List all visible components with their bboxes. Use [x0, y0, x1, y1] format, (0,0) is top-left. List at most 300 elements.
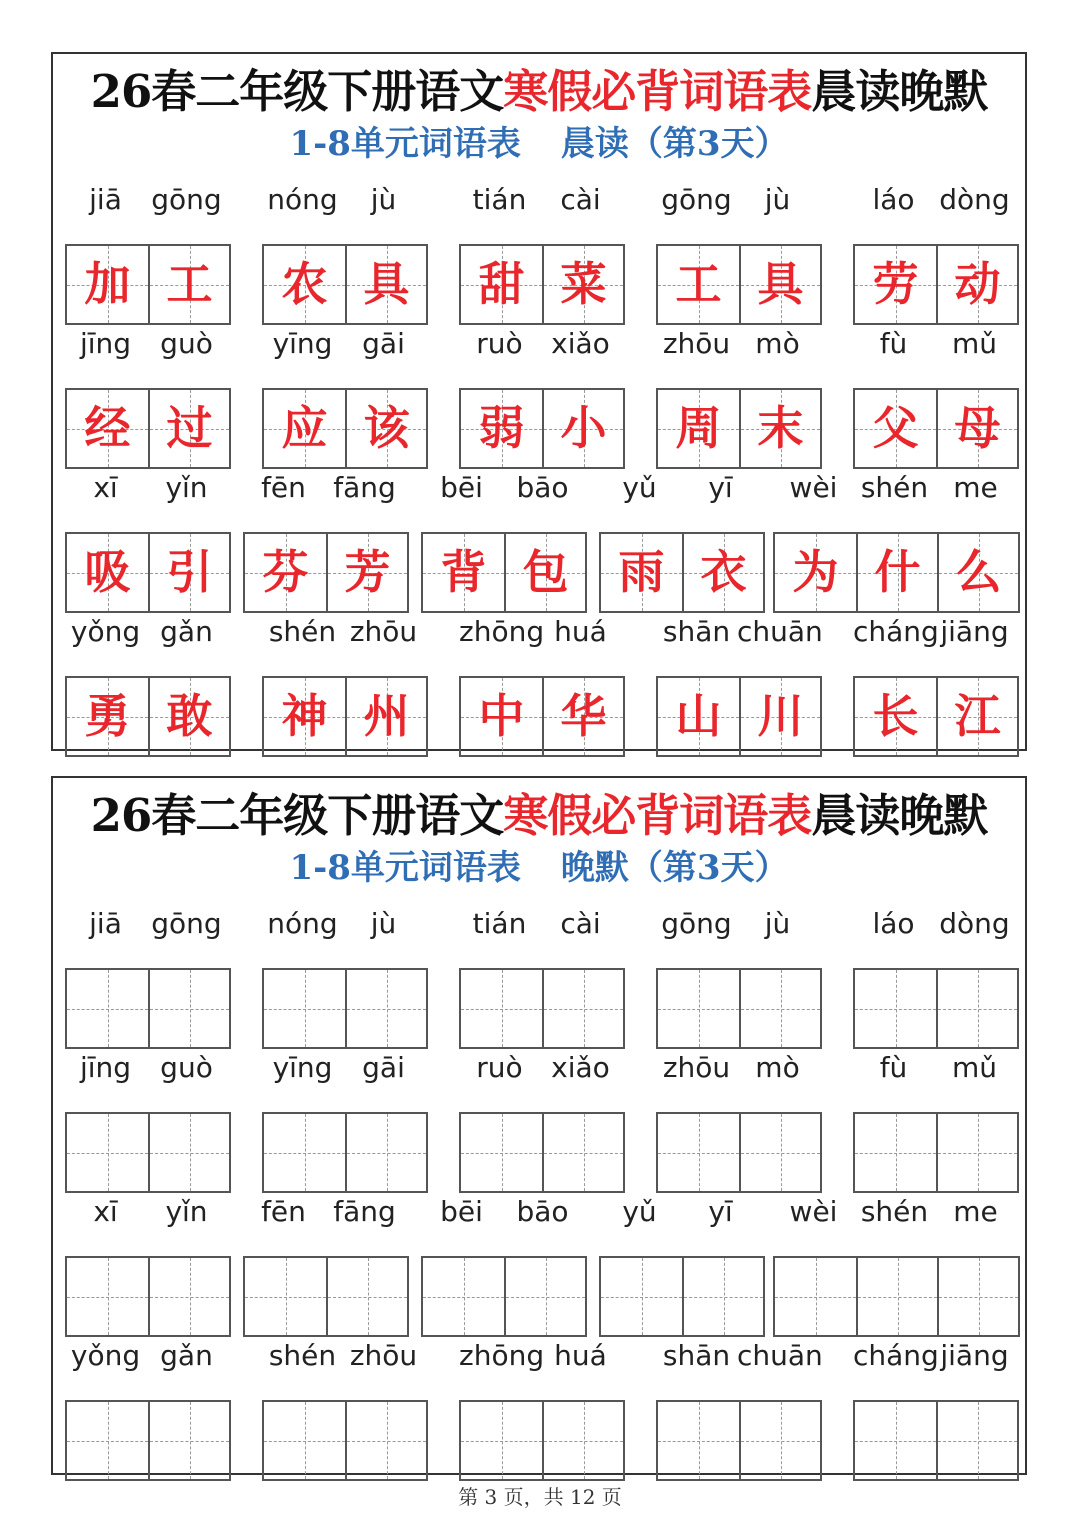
word-item [262, 319, 424, 479]
writing-cell[interactable] [936, 970, 1017, 1047]
pinyin-syllable: tián [472, 907, 527, 940]
character-cell [67, 534, 148, 611]
tianzige-boxes [262, 244, 428, 325]
character-cell [504, 534, 585, 611]
writing-cell[interactable] [936, 1402, 1017, 1479]
hanzi-character: 具 [757, 257, 804, 311]
pinyin-syllable: jiā [89, 907, 122, 940]
writing-cell[interactable] [67, 1402, 148, 1479]
pinyin-syllable: nóng [267, 907, 338, 940]
hanzi-character: 引 [166, 545, 213, 599]
writing-cell[interactable] [326, 1258, 407, 1335]
tianzige-boxes [656, 1400, 822, 1481]
pinyin-syllable: jù [370, 183, 397, 216]
pinyin-syllable: fāng [333, 1195, 396, 1228]
pinyin-syllable: chuān [737, 1339, 823, 1372]
word-item [65, 463, 227, 623]
pinyin-syllable: yǐn [165, 1195, 208, 1228]
tianzige-boxes [773, 1256, 1020, 1337]
character-cell [542, 390, 623, 467]
hanzi-character: 雨 [618, 545, 665, 599]
tianzige-boxes [421, 1256, 587, 1337]
pinyin-syllable: ruò [476, 1051, 523, 1084]
pinyin-syllable: jīng [79, 327, 132, 360]
pinyin-syllable: mǔ [951, 327, 998, 360]
tianzige-boxes [853, 676, 1019, 757]
writing-cell[interactable] [739, 970, 820, 1047]
writing-cell[interactable] [345, 1402, 426, 1479]
pinyin-syllable: jù [764, 183, 791, 216]
character-cell [542, 246, 623, 323]
pinyin-row [459, 607, 621, 657]
hanzi-character: 母 [954, 401, 1001, 455]
character-cell [67, 246, 148, 323]
writing-cell[interactable] [855, 1402, 936, 1479]
hanzi-character: 动 [954, 257, 1001, 311]
writing-cell[interactable] [264, 970, 345, 1047]
character-cell [67, 390, 148, 467]
pinyin-syllable: gōng [151, 907, 222, 940]
tianzige-boxes [853, 1400, 1019, 1481]
hanzi-character: 包 [522, 545, 569, 599]
hanzi-character: 末 [757, 401, 804, 455]
pinyin-syllable: jīng [79, 1051, 132, 1084]
page-title: 26春二年级下册语文寒假必背词语表晨读晚默 [90, 789, 988, 842]
hanzi-character: 长 [872, 689, 919, 743]
pinyin-row [459, 1043, 621, 1093]
writing-cell[interactable] [148, 970, 229, 1047]
pinyin-syllable: gǎn [160, 615, 213, 648]
hanzi-character: 华 [560, 689, 607, 743]
tianzige-boxes [459, 1400, 625, 1481]
pinyin-row [243, 1187, 405, 1237]
pinyin-syllable: bāo [516, 1195, 569, 1228]
hanzi-character: 江 [954, 689, 1001, 743]
writing-cell[interactable] [937, 1258, 1018, 1335]
character-cell [658, 390, 739, 467]
pinyin-row [65, 899, 227, 949]
character-cell [936, 390, 1017, 467]
word-item [459, 175, 621, 335]
hanzi-character: 甜 [478, 257, 525, 311]
hanzi-character: 山 [675, 689, 722, 743]
pinyin-syllable: mǔ [951, 1051, 998, 1084]
pinyin-syllable: cài [560, 907, 601, 940]
pinyin-syllable: yǒng [70, 615, 141, 648]
pinyin-syllable: dòng [939, 907, 1010, 940]
word-item [262, 1331, 424, 1491]
tianzige-boxes [421, 532, 587, 613]
tianzige-boxes [65, 676, 231, 757]
writing-cell[interactable] [542, 1114, 623, 1191]
pinyin-syllable: shān [662, 615, 731, 648]
pinyin-syllable: huá [554, 1339, 607, 1372]
hanzi-character: 过 [166, 401, 213, 455]
character-cell [461, 390, 542, 467]
pinyin-syllable: gāi [362, 327, 405, 360]
pinyin-syllable: xī [93, 1195, 118, 1228]
word-item [853, 1331, 1015, 1491]
word-item [65, 319, 227, 479]
character-cell [739, 246, 820, 323]
pinyin-row [656, 1331, 823, 1381]
pinyin-syllable: gǎn [160, 1339, 213, 1372]
hanzi-character: 菜 [560, 257, 607, 311]
word-item [853, 1043, 1015, 1203]
word-item [656, 899, 818, 1059]
word-item [773, 463, 1016, 623]
pinyin-syllable: cháng [853, 1339, 939, 1372]
tianzige-boxes [65, 388, 231, 469]
pinyin-row [656, 319, 818, 369]
tianzige-boxes [656, 388, 822, 469]
pinyin-row [599, 463, 761, 513]
pinyin-syllable: ruò [476, 327, 523, 360]
writing-cell[interactable] [148, 1402, 229, 1479]
pinyin-syllable: shān [662, 1339, 731, 1372]
writing-cell[interactable] [658, 1114, 739, 1191]
tianzige-boxes [853, 388, 1019, 469]
word-item [421, 463, 583, 623]
pinyin-syllable: wèi [789, 471, 838, 504]
pinyin-syllable: yīng [272, 1051, 333, 1084]
hanzi-character: 州 [363, 689, 410, 743]
writing-cell[interactable] [345, 1114, 426, 1191]
tianzige-boxes [459, 244, 625, 325]
pinyin-syllable: yǐn [165, 471, 208, 504]
character-cell [345, 390, 426, 467]
character-cell [739, 390, 820, 467]
hanzi-character: 敢 [166, 689, 213, 743]
hanzi-character: 弱 [478, 401, 525, 455]
pinyin-row [853, 319, 1015, 369]
hanzi-character: 工 [675, 257, 722, 311]
pinyin-syllable: zhōu [349, 615, 418, 648]
word-item [65, 899, 227, 1059]
writing-cell[interactable] [245, 1258, 326, 1335]
writing-cell[interactable] [601, 1258, 682, 1335]
word-item [599, 463, 761, 623]
pinyin-syllable: me [953, 471, 998, 504]
pinyin-syllable: tián [472, 183, 527, 216]
pinyin-syllable: huá [554, 615, 607, 648]
writing-cell[interactable] [739, 1402, 820, 1479]
word-item [243, 463, 405, 623]
morning-reading-panel [51, 52, 1027, 751]
pinyin-row [656, 1043, 818, 1093]
tianzige-boxes [65, 244, 231, 325]
pinyin-row [773, 1187, 1016, 1237]
pinyin-row [853, 899, 1015, 949]
word-item [853, 899, 1015, 1059]
writing-cell[interactable] [461, 970, 542, 1047]
word-item [262, 175, 424, 335]
pinyin-syllable: jù [370, 907, 397, 940]
word-item [65, 1331, 227, 1491]
pinyin-syllable: jiā [89, 183, 122, 216]
pinyin-syllable: bāo [516, 471, 569, 504]
character-cell [148, 678, 229, 755]
writing-cell[interactable] [67, 1114, 148, 1191]
word-item [853, 175, 1015, 335]
hanzi-character: 经 [84, 401, 131, 455]
word-item [65, 175, 227, 335]
tianzige-boxes [262, 968, 428, 1049]
pinyin-syllable: nóng [267, 183, 338, 216]
character-cell [936, 246, 1017, 323]
character-cell [326, 534, 407, 611]
tianzige-boxes [243, 532, 409, 613]
pinyin-syllable: cháng [853, 615, 939, 648]
pinyin-syllable: guò [160, 1051, 213, 1084]
pinyin-row [65, 175, 227, 225]
writing-cell[interactable] [855, 970, 936, 1047]
character-cell [936, 678, 1017, 755]
pinyin-syllable: me [953, 1195, 998, 1228]
hanzi-character: 中 [478, 689, 525, 743]
character-cell [937, 534, 1018, 611]
pinyin-row [459, 1331, 621, 1381]
character-cell [658, 246, 739, 323]
tianzige-boxes [599, 532, 765, 613]
writing-cell[interactable] [67, 1258, 148, 1335]
character-cell [739, 678, 820, 755]
pinyin-row [262, 175, 424, 225]
character-cell [264, 678, 345, 755]
pinyin-syllable: yǔ [622, 471, 657, 504]
character-cell [245, 534, 326, 611]
tianzige-boxes [853, 968, 1019, 1049]
pinyin-row [65, 1043, 227, 1093]
pinyin-syllable: fēn [261, 1195, 306, 1228]
pinyin-syllable: shén [860, 471, 929, 504]
writing-cell[interactable] [855, 1114, 936, 1191]
hanzi-character: 工 [166, 257, 213, 311]
pinyin-syllable: gōng [661, 907, 732, 940]
hanzi-character: 什 [874, 545, 921, 599]
word-item [656, 1043, 818, 1203]
pinyin-syllable: mò [755, 327, 800, 360]
hanzi-character: 勇 [84, 689, 131, 743]
evening-dictation-panel [51, 776, 1027, 1475]
character-cell [542, 678, 623, 755]
pinyin-syllable: xiǎo [551, 327, 610, 360]
word-item [656, 607, 823, 767]
writing-cell[interactable] [542, 970, 623, 1047]
character-cell [855, 246, 936, 323]
pinyin-syllable: fāng [333, 471, 396, 504]
pinyin-syllable: fù [879, 1051, 908, 1084]
pinyin-syllable: guò [160, 327, 213, 360]
character-cell [775, 534, 856, 611]
tianzige-boxes [65, 1112, 231, 1193]
tianzige-boxes [853, 1112, 1019, 1193]
pinyin-syllable: jiāng [940, 1339, 1009, 1372]
pinyin-syllable: fù [879, 327, 908, 360]
writing-cell[interactable] [148, 1114, 229, 1191]
tianzige-boxes [262, 676, 428, 757]
writing-cell[interactable] [658, 970, 739, 1047]
word-item [853, 607, 1015, 767]
pinyin-syllable: jù [764, 907, 791, 940]
hanzi-character: 吸 [84, 545, 131, 599]
pinyin-syllable: wèi [789, 1195, 838, 1228]
pinyin-syllable: mò [755, 1051, 800, 1084]
pinyin-row [656, 607, 823, 657]
pinyin-row [262, 1331, 424, 1381]
character-cell [855, 678, 936, 755]
writing-cell[interactable] [67, 970, 148, 1047]
word-item [65, 1187, 227, 1347]
writing-cell[interactable] [682, 1258, 763, 1335]
pinyin-row [65, 1187, 227, 1237]
pinyin-syllable: xiǎo [551, 1051, 610, 1084]
hanzi-character: 具 [363, 257, 410, 311]
character-cell [855, 390, 936, 467]
hanzi-character: 神 [281, 689, 328, 743]
character-cell [658, 678, 739, 755]
hanzi-character: 芬 [262, 545, 309, 599]
writing-cell[interactable] [775, 1258, 856, 1335]
pinyin-syllable: gōng [661, 183, 732, 216]
panel-subtitle: 1-8单元词语表 晨读（第3天） [289, 124, 789, 164]
panel-subtitle: 1-8单元词语表 晚默（第3天） [289, 848, 789, 888]
pinyin-row [459, 899, 621, 949]
pinyin-syllable: dòng [939, 183, 1010, 216]
writing-cell[interactable] [542, 1402, 623, 1479]
pinyin-row [773, 463, 1016, 513]
character-cell [461, 678, 542, 755]
hanzi-character: 加 [84, 257, 131, 311]
tianzige-boxes [656, 1112, 822, 1193]
character-cell [345, 246, 426, 323]
tianzige-boxes [459, 968, 625, 1049]
pinyin-row [459, 319, 621, 369]
pinyin-syllable: zhōu [662, 1051, 731, 1084]
pinyin-syllable: yǔ [622, 1195, 657, 1228]
pinyin-row [243, 463, 405, 513]
word-item [421, 1187, 583, 1347]
pinyin-row [853, 1331, 1015, 1381]
pinyin-syllable: cài [560, 183, 601, 216]
pinyin-syllable: láo [872, 907, 915, 940]
tianzige-boxes [656, 676, 822, 757]
tianzige-boxes [599, 1256, 765, 1337]
pinyin-syllable: chuān [737, 615, 823, 648]
writing-cell[interactable] [345, 970, 426, 1047]
tianzige-boxes [459, 676, 625, 757]
tianzige-boxes [65, 1256, 231, 1337]
hanzi-character: 背 [440, 545, 487, 599]
pinyin-syllable: xī [93, 471, 118, 504]
character-cell [682, 534, 763, 611]
character-cell [148, 246, 229, 323]
writing-cell[interactable] [423, 1258, 504, 1335]
character-cell [601, 534, 682, 611]
word-item [243, 1187, 405, 1347]
writing-cell[interactable] [461, 1402, 542, 1479]
character-cell [67, 678, 148, 755]
writing-cell[interactable] [264, 1402, 345, 1479]
character-cell [148, 534, 229, 611]
hanzi-character: 劳 [872, 257, 919, 311]
hanzi-character: 川 [757, 689, 804, 743]
pinyin-syllable: yī [708, 471, 733, 504]
pinyin-row [421, 1187, 583, 1237]
pinyin-row [65, 1331, 227, 1381]
word-item [262, 899, 424, 1059]
tianzige-boxes [656, 244, 822, 325]
writing-cell[interactable] [504, 1258, 585, 1335]
hanzi-character: 该 [363, 401, 410, 455]
word-item [262, 607, 424, 767]
word-item [65, 607, 227, 767]
pinyin-row [853, 607, 1015, 657]
word-item [459, 899, 621, 1059]
word-item [459, 607, 621, 767]
pinyin-syllable: zhōu [349, 1339, 418, 1372]
character-cell [264, 390, 345, 467]
word-item [599, 1187, 761, 1347]
character-cell [345, 678, 426, 755]
pinyin-syllable: shén [860, 1195, 929, 1228]
word-item [853, 319, 1015, 479]
tianzige-boxes [243, 1256, 409, 1337]
tianzige-boxes [262, 1112, 428, 1193]
character-cell [856, 534, 937, 611]
character-cell [148, 390, 229, 467]
hanzi-character: 周 [675, 401, 722, 455]
writing-cell[interactable] [739, 1114, 820, 1191]
word-item [65, 1043, 227, 1203]
tianzige-boxes [773, 532, 1020, 613]
writing-cell[interactable] [856, 1258, 937, 1335]
pinyin-syllable: yīng [272, 327, 333, 360]
tianzige-boxes [262, 1400, 428, 1481]
pinyin-syllable: zhōu [662, 327, 731, 360]
pinyin-syllable: zhōng [459, 615, 545, 648]
word-item [459, 1043, 621, 1203]
pinyin-syllable: láo [872, 183, 915, 216]
tianzige-boxes [459, 388, 625, 469]
writing-cell[interactable] [658, 1402, 739, 1479]
tianzige-boxes [262, 388, 428, 469]
pinyin-row [262, 1043, 424, 1093]
pinyin-row [65, 463, 227, 513]
word-item [656, 1331, 823, 1491]
word-item [459, 1331, 621, 1491]
pinyin-row [65, 607, 227, 657]
writing-cell[interactable] [461, 1114, 542, 1191]
writing-cell[interactable] [936, 1114, 1017, 1191]
hanzi-character: 为 [792, 545, 839, 599]
pinyin-syllable: shén [268, 615, 337, 648]
word-item [262, 1043, 424, 1203]
pinyin-syllable: jiāng [940, 615, 1009, 648]
pinyin-row [599, 1187, 761, 1237]
pinyin-row [656, 899, 818, 949]
pinyin-row [853, 1043, 1015, 1093]
hanzi-character: 小 [560, 401, 607, 455]
writing-cell[interactable] [148, 1258, 229, 1335]
writing-cell[interactable] [264, 1114, 345, 1191]
pinyin-syllable: bēi [440, 471, 483, 504]
character-cell [461, 246, 542, 323]
hanzi-character: 父 [872, 401, 919, 455]
word-item [656, 319, 818, 479]
word-item [656, 175, 818, 335]
pinyin-syllable: shén [268, 1339, 337, 1372]
